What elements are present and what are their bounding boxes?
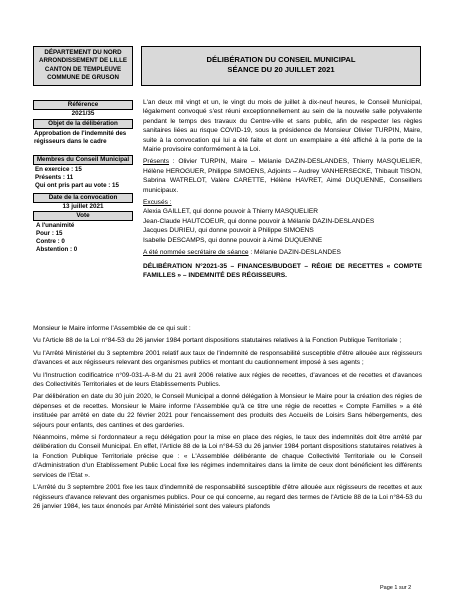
convocation-value: 13 juillet 2021 [62,203,104,211]
votants-count: Qui ont pris part au vote : 15 [35,181,119,189]
reference-label: Référence [33,100,133,110]
body-paragraph: Par délibération en date du 30 juin 2020, le Conseil Municipal a donné délégation à Monsieur le Maire pour la création des régies de dépenses et de recettes. Monsieur le Maire informe l'Assemblée qu'à ce titre une régie de recettes « Compte Familles » a été instituée par arrêté en date du 22 février 2021 pour l'encaissement des produits des Accueils de Loisirs Sans hébergements, des séjours pour enfants, des cantines et des garderies. [33,393,422,429]
org-line: DÉPARTEMENT DU NORD [44,49,122,56]
excuse-line: Jacques DURIEU, qui donne pouvoir à Philippe SIMOENS [143,227,314,235]
presents-label: Présents [143,158,170,166]
vote-line: A l'unanimité [36,222,75,230]
session-date: SÉANCE DU 20 JUILLET 2021 [227,65,335,74]
membres-label: Membres du Conseil Municipal [33,155,133,165]
header-organisation-box [33,46,133,86]
body-paragraph: Monsieur le Maire informe l'Assemblée de ce qui suit : [33,325,191,332]
deliberation-title: DÉLIBÉRATION N°2021-35 – FINANCES/BUDGET – RÉGIE DE RECETTES « COMPTE FAMILLES » – INDEMNITÉ DES RÉGISSEURS. [143,262,422,279]
body-paragraph: Vu l'Article 88 de la Loi n°84-53 du 26 janvier 1984 portant dispositions statutaires relatives à la Fonction Publique Territoriale ; [33,337,402,345]
vote-line: Contre : 0 [36,237,65,245]
presents-paragraph [143,157,422,195]
presents-text: : Olivier TURPIN, Maire – Mélanie DAZIN-DESLANDES, Thierry MASQUELIER, Hélène HEROGUER, Philippe SIMOENS, Adjoints – Audrey VANHERSECKE, Thibault TISON, Sabrina WATRELOT, Valère CARETTE, Hélène HAVRET, Aimé DUQUENNE, Conseillers municipaux. [143,158,422,194]
objet-label: Objet de la délibération [33,119,133,129]
vote-label: Vote [33,211,133,221]
intro-paragraph: L'an deux mil vingt et un, le vingt du mois de juillet à dix-neuf heures, le Conseil Municipal, légalement convoqué s'est réuni exceptionnellement au sein de la nouvelle salle polyvalente pendant le temps des travaux du Centre-ville et sans public, afin de respecter les règles sanitaires liées au risque COVID-19, sous la présidence de Monsieur Olivier TURPIN, Maire, suite à la convocation qui lui a été faite et dont un exemplaire a été affiché à la porte de la Mairie provisoire conformément à la Loi. [143,99,422,154]
en-exercice: En exercice : 15 [35,166,82,173]
document-title: DÉLIBÉRATION DU CONSEIL MUNICIPAL [206,55,356,64]
secretaire-line [143,248,422,257]
excuses-label: Excusés : [143,199,172,207]
body-text [33,324,422,511]
excuse-line: Jean-Claude HAUTCOEUR, qui donne pouvoir à Mélanie DAZIN-DESLANDES [143,217,375,225]
right-column [143,98,422,280]
org-line: COMMUNE DE GRUSON [47,73,119,81]
reference-value: 2021/35 [71,110,95,117]
convocation-label: Date de la convocation [33,193,133,203]
body-paragraph: L'Arrêté du 3 septembre 2001 fixe les taux d'indemnité de responsabilité susceptible d'être allouée aux régisseurs de recettes et aux régisseurs d'avance relevant des organismes publics. Pour ce qui concerne, au regard des termes de l'Article 88 de la Loi n°84-53 du 26 janvier 1984, les taux énoncés par Arrêté Ministériel sont des valeurs plafonds [33,484,422,510]
excuse-line: Isabelle DESCAMPS, qui donne pouvoir à Aimé DUQUENNE [143,236,323,244]
org-line: ARRONDISSEMENT DE LILLE [38,57,127,65]
org-line: CANTON DE TEMPLEUVE [44,65,122,73]
body-paragraph: Vu l'Instruction codificatrice n°09-031-A-8-M du 21 avril 2006 relative aux régies de recettes, d'avances et de recettes et d'avances des Collectivités Territoriales et de leurs Etablissements Publics. [33,371,422,389]
secretaire-text: : Mélanie DAZIN-DESLANDES [248,249,341,257]
header-title-box [141,46,421,86]
vote-line: Pour : 15 [36,230,63,238]
vote-line: Abstention : 0 [36,245,78,253]
presents-count: Présents : 11 [35,173,74,181]
secretaire-label: A été nommée secrétaire de séance [143,249,249,257]
sidebar [33,100,133,254]
page-number: Page 1 sur 2 [380,585,412,591]
excuse-line: Alexia GAILLET, qui donne pouvoir à Thierry MASQUELIER [143,208,319,216]
objet-value: Approbation de l'indemnité des régisseurs dans le cadre [34,130,127,145]
body-paragraph: Vu l'Arrêté Ministériel du 3 septembre 2001 relatif aux taux de l'indemnité de responsabilité susceptible d'être allouée aux régisseurs d'avances et aux régisseurs relevant des organismes publics et montant du cautionnement imposé à ses agents ; [33,349,422,367]
body-paragraph: Néanmoins, même si l'ordonnateur a reçu délégation pour la mise en place des régies, le taux des indemnités doit être arrêté par délibération du Conseil Municipal. En effet, l'Article 88 de la Loi n°84-53 du 26 janvier 1984 portant dispositions statutaires relatives à la Fonction Publique Territoriale précise que : « L'Assemblée délibérante de chaque Collectivité Territoriale ou le Conseil d'Administration d'un Etablissement Public Local fixe les régimes indemnitaires dans la limite de ceux dont bénéficient les différents services de l'Etat ». [33,434,422,479]
